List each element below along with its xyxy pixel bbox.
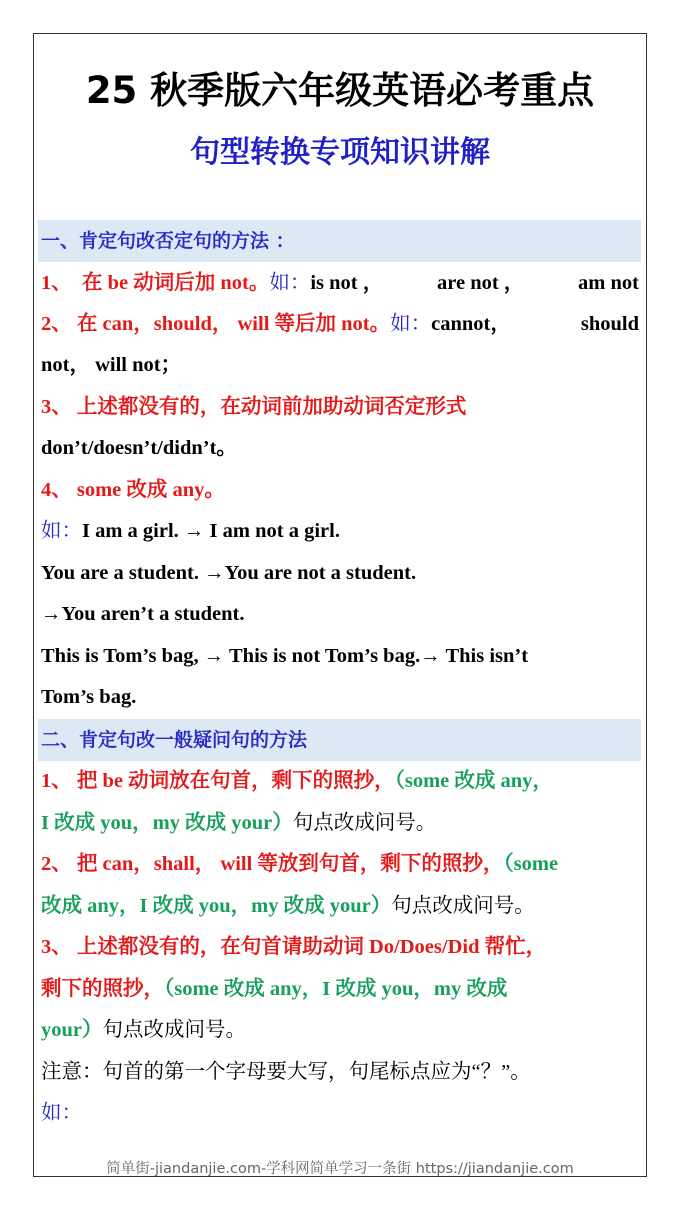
example-text: should: [580, 313, 639, 335]
section-2-rule-1: [41, 766, 646, 796]
section-2-note: 注意：句首的第一个字母要大写，句尾标点应为“？”。: [41, 1061, 531, 1083]
rule-text: 2、 在 can，should， will 等后加 not。: [41, 313, 391, 335]
rule-note: 改成 any，I 改成 you，my 改成 your）: [41, 895, 392, 917]
rule-tail: 句点改成问号。: [391, 895, 535, 917]
example-marker: 如：: [269, 272, 311, 294]
rule-note: （some 改成 any，: [394, 770, 553, 792]
section-1-rule-3-cont: don’t/doesn’t/didn’t。: [41, 437, 237, 459]
example-text: am not: [578, 272, 639, 294]
section-2-example-marker: 如：: [41, 1102, 82, 1124]
section-2-rule-2: [41, 849, 646, 879]
rule-note: I 改成 you，my 改成 your）: [41, 812, 293, 834]
example-marker: 如：: [390, 313, 432, 335]
rule-text: 剩下的照抄，: [41, 978, 164, 1000]
example-text: cannot，: [431, 313, 511, 335]
rule-note: your）: [41, 1019, 103, 1041]
rule-note: （some 改成 any，I 改成 you，my 改成: [164, 978, 508, 1000]
page-subtitle: 句型转换专项知识讲解: [190, 135, 490, 170]
section-2-rule-3-cont-2: [41, 1015, 646, 1045]
example-text: are not ，: [437, 272, 525, 294]
section-1-rule-4: 4、 some 改成 any。: [41, 479, 225, 501]
section-1-heading: 一、肯定句改否定句的方法 ：: [41, 230, 295, 252]
section-1-example-1: [41, 516, 646, 546]
rule-text: 在 be 动词后加 not。: [82, 272, 270, 294]
section-2-rule-1-cont: [41, 808, 646, 838]
section-2-rule-3-cont: [41, 974, 646, 1004]
rule-text: 1、 把 be 动词放在句首，剩下的照抄，: [41, 770, 395, 792]
example-text: I am a girl. → I am not a girl.: [82, 520, 340, 542]
section-2-heading: 二、肯定句改一般疑问句的方法: [41, 729, 308, 751]
rule-note: （some: [503, 853, 559, 875]
rule-number: 1、: [41, 272, 72, 294]
section-2-rule-2-cont: [41, 891, 646, 921]
section-1-example-4: This is Tom’s bag, → This is not Tom’s bag.→ This isn’t: [41, 645, 529, 667]
section-1-rule-1: [41, 268, 639, 298]
section-1-example-3: →You aren’t a student.: [41, 603, 245, 625]
rule-tail: 句点改成问号。: [292, 812, 437, 834]
section-2-rule-3: 3、 上述都没有的，在句首请助动词 Do/Does/Did 帮忙，: [41, 936, 547, 958]
section-1-example-2: You are a student. →You are not a student.: [41, 562, 417, 584]
example-marker: 如：: [41, 520, 82, 542]
section-1-rule-2: [41, 309, 639, 339]
rule-text: 2、 把 can，shall， will 等放到句首，剩下的照抄，: [41, 853, 504, 875]
footer-watermark: 简单街-jiandanjie.com-学科网简单学习一条街 https://jiandanjie.com: [106, 1161, 574, 1177]
example-text: is not ，: [310, 272, 384, 294]
page-title: 25 秋季版六年级英语必考重点: [85, 69, 595, 112]
section-1-rule-2-cont: not， will not；: [41, 354, 182, 376]
section-1-example-5: Tom’s bag.: [41, 686, 137, 708]
section-1-rule-3: 3、 上述都没有的，在动词前加助动词否定形式: [41, 396, 467, 418]
rule-tail: 句点改成问号。: [102, 1019, 246, 1041]
